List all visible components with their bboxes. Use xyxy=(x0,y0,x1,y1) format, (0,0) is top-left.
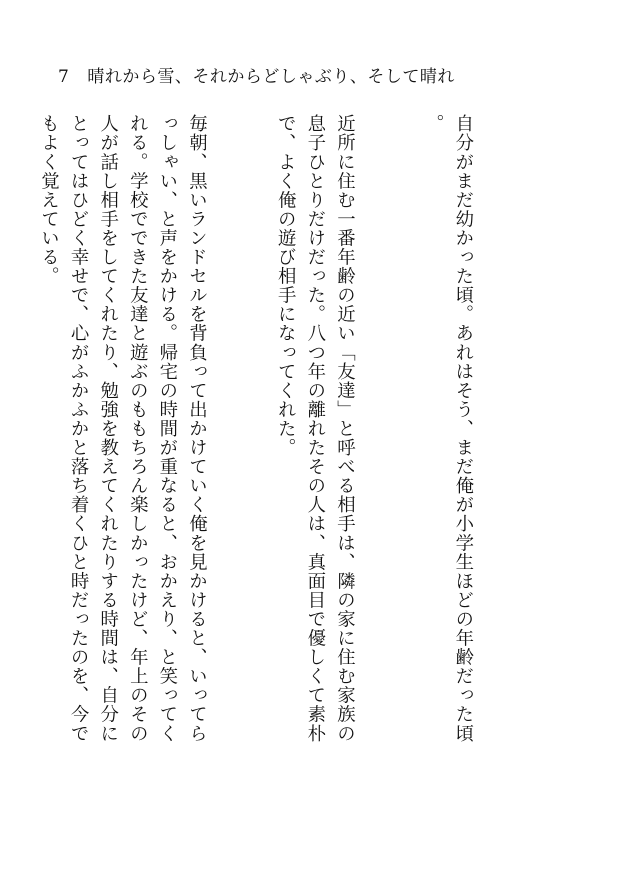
chapter-title: 晴れから雪、それからどしゃぶり、そして晴れ xyxy=(87,67,455,87)
running-header xyxy=(58,66,455,88)
page-number: 7 xyxy=(58,67,70,87)
body-text xyxy=(0,114,537,744)
paragraph: 毎朝、黒いランドセルを背負って出かけていく俺を見かけると、いってらっしゃい、と声をかける。帰宅の時間が重なると、おかえり、と笑ってくれる。学校でできた友達と遊ぶのももちろん楽しかったけど、年上のその人が話し相手をしてくれたり、勉強を教えてくれたりする時間は、自分にとってはひどく幸せで、心がふかふかと落ち着くひと時だったのを、今でもよく覚えている。 xyxy=(38,114,208,743)
paragraph: 近所に住む一番年齢の近い「友達」と呼べる相手は、隣の家に住む家族の息子ひとりだけだった。八つ年の離れたその人は、真面目で優しくて素朴で、よく俺の遊び相手になってくれた。 xyxy=(275,114,356,743)
paragraph: 自分がまだ幼かった頃。あれはそう、まだ俺が小学生ほどの年齢だった頃。 xyxy=(423,114,474,743)
